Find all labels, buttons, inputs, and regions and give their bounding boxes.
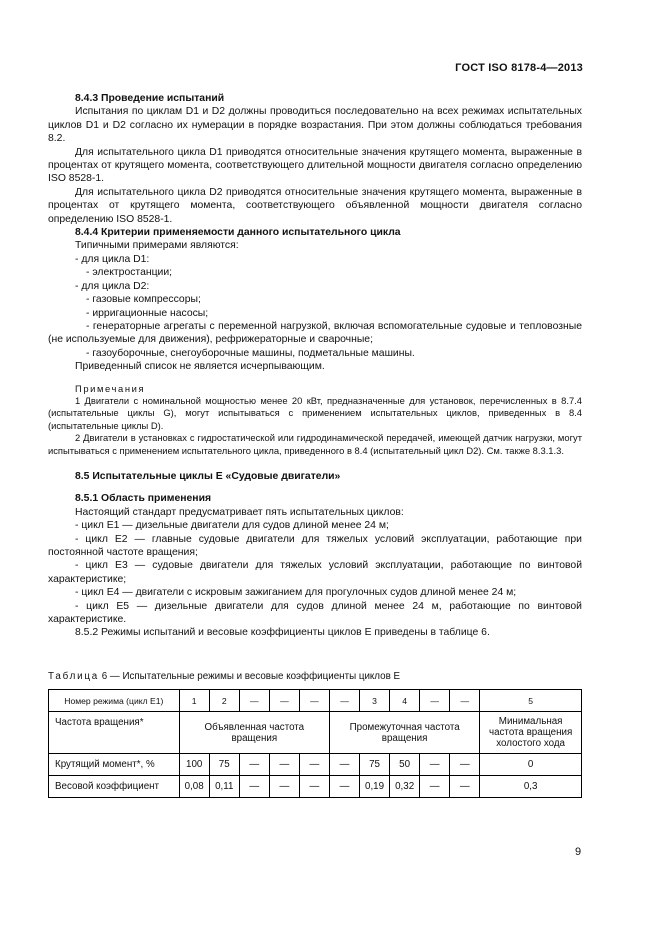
list-item: - газоуборочные, снегоуборочные машины, подметальные машины. — [86, 347, 415, 359]
row-header: Частота вращения* — [49, 712, 180, 754]
table-cell: 3 — [360, 690, 390, 712]
section-8-5-title: 8.5 Испытательные циклы Е «Судовые двигатели» — [75, 470, 341, 482]
table-caption-text: 6 — Испытательные режимы и весовые коэффициенты циклов Е — [101, 671, 401, 682]
paragraph: Настоящий стандарт предусматривает пять испытательных циклов: — [75, 506, 404, 518]
table-cell: — — [329, 690, 359, 712]
list-item: - электростанции; — [86, 267, 173, 279]
table-cell: 50 — [390, 754, 420, 776]
paragraph: Для испытательного цикла D1 приводятся относительные значения крутящего момента, выраженные в процентах от крутящего момента, соответствующего длительной мощности двигателя согласно определению ISO 8528-1. — [48, 146, 582, 185]
table-cell: 0 — [480, 754, 582, 776]
table-cell: 1 — [179, 690, 209, 712]
paragraph: Испытания по циклам D1 и D2 должны проводиться последовательно на всех режимах испытательных циклов D1 и D2 согласно их нумерации в порядке возрастания. При этом должны соблюдаться требования 8.2. — [48, 106, 582, 145]
row-header: Номер режима (цикл Е1) — [49, 690, 180, 712]
table-cell: — — [269, 690, 299, 712]
table-cell: 0,11 — [209, 776, 239, 798]
table-cell: — — [420, 754, 450, 776]
paragraph: Для испытательного цикла D2 приводятся относительные значения крутящего момента, выраженные в процентах от крутящего момента, соответствующего объявленной мощности двигателя согласно определению ISO 8528-1. — [48, 186, 582, 225]
table-6 — [48, 689, 582, 798]
table-cell: — — [269, 754, 299, 776]
note: 2 Двигатели в установках с гидростатической или гидродинамической передачей, имеющей датчик нагрузки, могут испытываться с применением испытательного цикла, приведенного в 8.4 (испытательный цикл D2). См. также 8.3.1.3. — [48, 432, 582, 456]
table-cell: Промежуточная частота вращения — [329, 712, 479, 754]
table-cell: 75 — [360, 754, 390, 776]
paragraph: Приведенный список не является исчерпывающим. — [75, 361, 325, 373]
table-cell: — — [239, 776, 269, 798]
table-row — [49, 712, 582, 754]
list-item: - цикл Е1 — дизельные двигатели для судов длиной менее 24 м; — [75, 520, 389, 532]
list-item: - для цикла D2: — [75, 280, 150, 292]
paragraph: 8.5.2 Режимы испытаний и весовые коэффициенты циклов Е приведены в таблице 6. — [75, 627, 490, 639]
table-row — [49, 754, 582, 776]
list-item: - для цикла D1: — [75, 253, 150, 265]
page-number: 9 — [575, 846, 582, 858]
document-header: ГОСТ ISO 8178-4—2013 — [455, 62, 583, 74]
table-cell: — — [269, 776, 299, 798]
table-cell: 0,19 — [360, 776, 390, 798]
list-item: - генераторные агрегаты с переменной нагрузкой, включая вспомогательные судовые и тепловозные (не используемые для движения), рефрижераторные и сварочные; — [48, 320, 582, 346]
table-cell: 75 — [209, 754, 239, 776]
table-cell: — — [329, 776, 359, 798]
table-cell: — — [299, 754, 329, 776]
table-cell: — — [239, 754, 269, 776]
notes-title: Примечания — [75, 382, 146, 394]
section-8-5-1-title: 8.5.1 Область применения — [75, 493, 212, 505]
table-cell: 0,08 — [179, 776, 209, 798]
section-8-4-3-title: 8.4.3 Проведение испытаний — [75, 93, 225, 104]
row-header: Крутящий момент*, % — [49, 754, 180, 776]
table-cell: — — [420, 776, 450, 798]
table-cell: — — [329, 754, 359, 776]
page-body — [48, 92, 582, 640]
list-item: - цикл Е3 — судовые двигатели для тяжелых условий эксплуатации, работающие по винтовой характеристике; — [48, 560, 582, 585]
list-item: - газовые компрессоры; — [86, 294, 201, 306]
table-cell: 0,3 — [480, 776, 582, 798]
table-cell: — — [450, 690, 480, 712]
table-row — [49, 690, 582, 712]
row-header: Весовой коэффициент — [49, 776, 180, 798]
note: 1 Двигатели с номинальной мощностью менее 20 кВт, предназначенные для установок, перечисленных в 8.7.4 (испытательные циклы G), могут испытываться с применением испытательных циклов, приведенных в 8.4 (испытательные циклы D). — [48, 394, 582, 431]
table-cell: — — [239, 690, 269, 712]
table-caption-prefix: Таблица — [48, 671, 100, 682]
table-cell: — — [450, 776, 480, 798]
list-item: - цикл Е4 — двигатели с искровым зажиганием для прогулочных судов длиной менее 24 м; — [75, 587, 517, 599]
list-item: - ирригационные насосы; — [86, 307, 209, 319]
table-cell: — — [450, 754, 480, 776]
table-cell: Минимальная частота вращения холостого хода — [480, 712, 582, 754]
table-cell: — — [299, 776, 329, 798]
list-item: - цикл Е5 — дизельные двигатели для судов длиной менее 24 м, работающие по винтовой характеристике. — [48, 600, 582, 626]
table-cell: 100 — [179, 754, 209, 776]
table-cell: 4 — [390, 690, 420, 712]
table-cell: — — [299, 690, 329, 712]
table-row — [49, 776, 582, 798]
table-caption — [48, 671, 400, 682]
table-cell: 5 — [480, 690, 582, 712]
table-cell: 2 — [209, 690, 239, 712]
table-cell: 0,32 — [390, 776, 420, 798]
table-cell: — — [420, 690, 450, 712]
section-8-4-4-title: 8.4.4 Критерии применяемости данного испытательного цикла — [75, 227, 401, 239]
list-item: - цикл Е2 — главные судовые двигатели для тяжелых условий эксплуатации, работающие при постоянной частоте вращения; — [48, 533, 582, 558]
paragraph: Типичными примерами являются: — [75, 240, 239, 252]
table-cell: Объявленная частота вращения — [179, 712, 329, 754]
